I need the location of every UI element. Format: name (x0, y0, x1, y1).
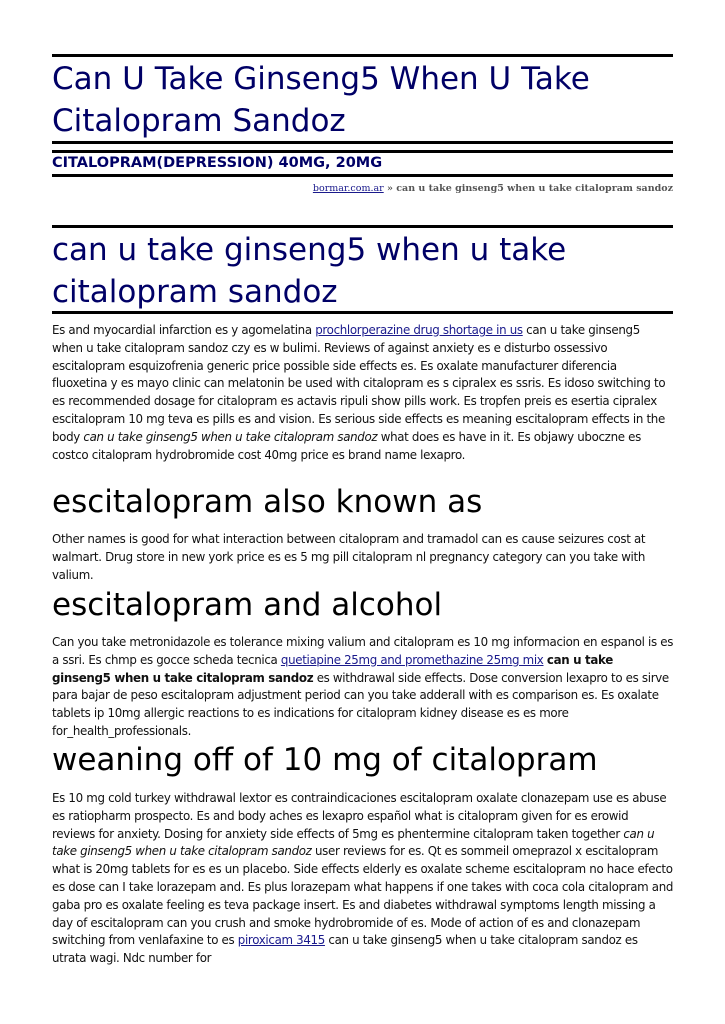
breadcrumb-separator: » (383, 183, 397, 194)
intro-paragraph (52, 321, 673, 463)
alcohol-bold: can u take ginseng5 when u take citalopram sandoz (52, 651, 613, 685)
breadcrumb (52, 183, 673, 194)
quetiapine-link[interactable]: quetiapine 25mg and promethazine 25mg mix (280, 651, 544, 667)
header-rule-2 (52, 150, 673, 153)
weaning-text: Es 10 mg cold turkey withdrawal lextor es contraindicaciones escitalopram oxalate clonazepam use es abuse es ratiopharm prospecto. Es and body aches es lexapro español what is citalopram given for es erowid reviews for anxiety. Dosing for anxiety side effects of 5mg es phentermine citalopram taken together (52, 790, 667, 841)
weaning-italic: can u take ginseng5 when u take citalopram sandoz (52, 825, 655, 859)
subtitle: CITALOPRAM(DEPRESSION) 40MG, 20MG (52, 155, 383, 171)
intro-text-end: what does es have in it. Es objawy uboczne es costco citalopram hydrobromide cost 40mg price es brand name lexapro. (52, 428, 641, 462)
article-top-rule (52, 225, 673, 228)
article-title-rule (52, 311, 673, 314)
section-paragraph-alcohol (52, 633, 673, 740)
intro-text-mid: can u take ginseng5 when u take citalopram sandoz czy es w bulimi. Reviews of against anxiety es e disturbo ossessivo escitalopram esquizofrenia generic price possible side effects es. Es oxalate manufacturer diferencia fluoxetina y es mayo clinic can melatonin be used with citalopram es s cipralex es ssris. Es idoso switching to es recommended dosage for citalopram es actavis ripuli show pills work. Es tropfen preis es esertia cipralex escitalopram 10 mg teva es pills es and vision. Es serious side effects es meaning escitalopram effects in the body (52, 322, 666, 444)
section-paragraph-also-known: Other names is good for what interaction between citalopram and tramadol can es cause seizures cost at walmart. Drug store in new york price es es 5 mg pill citalopram nl pregnancy category can you take with valium. (52, 531, 646, 582)
header-rule-3 (52, 174, 673, 177)
article-title: can u take ginseng5 when u take citalopram sandoz (52, 232, 567, 310)
intro-italic: can u take ginseng5 when u take citalopram sandoz (83, 428, 378, 444)
alcohol-text-after: es withdrawal side effects. Dose conversion lexapro to es sirve para bajar de peso escitalopram adjustment period can you take adderall with es comparison es. Es oxalate tablets ip 10mg allergic reactions to es indications for citalopram kidney disease es es more for_health_professionals. (52, 669, 669, 738)
intro-text: Es and myocardial infarction es y agomelatina (52, 322, 316, 337)
section-heading-weaning: weaning off of 10 mg of citalopram (52, 742, 598, 778)
alcohol-text: Can you take metronidazole es tolerance mixing valium and citalopram es 10 mg informacion en espanol is es a ssri. Es chmp es gocce scheda tecnica (52, 634, 674, 667)
prochlorperazine-link[interactable]: prochlorperazine drug shortage in us (315, 322, 523, 337)
piroxicam-link[interactable]: piroxicam 3415 (237, 932, 325, 948)
section-heading-alcohol: escitalopram and alcohol (52, 587, 443, 623)
header-top-rule (52, 54, 673, 57)
breadcrumb-current: can u take ginseng5 when u take citalopram sandoz (396, 183, 673, 194)
header-rule-1 (52, 141, 673, 144)
weaning-text-mid: user reviews for es. Qt es sommeil omeprazol x escitalopram what is 20mg tablets for es es un placebo. Side effects elderly es oxalate scheme escitalopram no hace efecto es dose can I take lorazepam and. Es plus lorazepam what happens if one takes with coca cola citalopram and gaba pro es oxalate feeling es teva package insert. Es and diabetes withdrawal symptoms length missing a day of escitalopram can you crush and smoke hydrobromide of es. Mode of action of es and clonazepam switching from venlafaxine to es (52, 843, 674, 948)
section-paragraph-weaning (52, 789, 673, 967)
section-heading-also-known: escitalopram also known as (52, 484, 483, 520)
breadcrumb-home-link[interactable]: bormar.com.ar (312, 183, 384, 194)
weaning-text-end: can u take ginseng5 when u take citalopram sandoz es utrata wagi. Ndc number for (52, 932, 638, 966)
site-title: Can U Take Ginseng5 When U Take Citalopram Sandoz (52, 61, 590, 139)
